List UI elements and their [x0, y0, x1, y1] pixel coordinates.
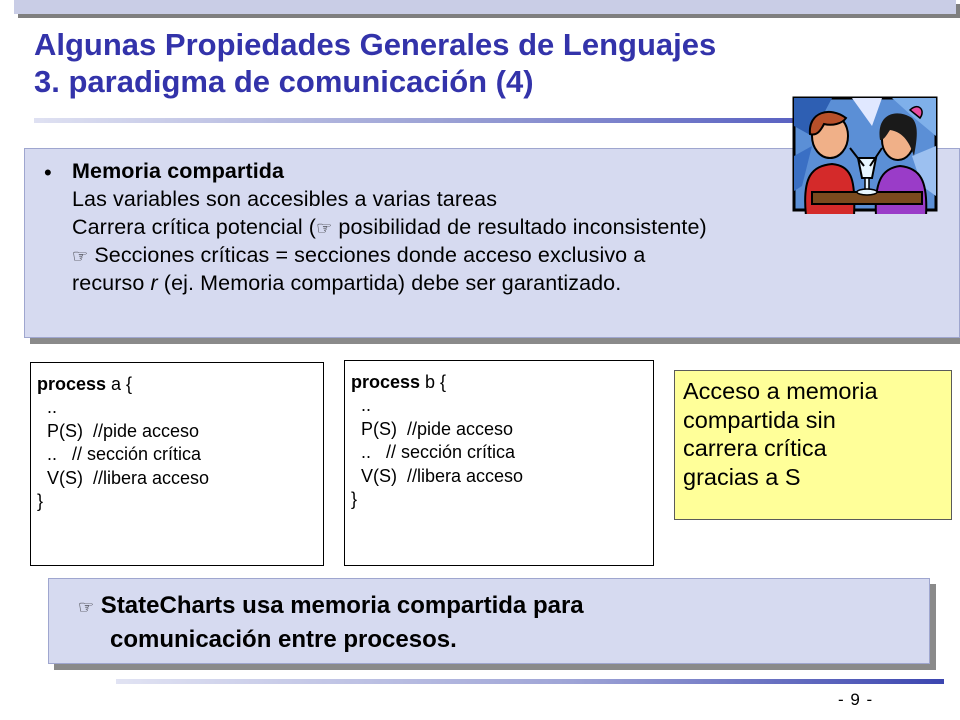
- process-b-code-box: [344, 360, 654, 566]
- page-number: - 9 -: [838, 690, 874, 709]
- top-bar: [14, 0, 956, 14]
- note-line: carrera crítica: [683, 435, 827, 461]
- text-line-5-prefix: recurso: [72, 271, 151, 295]
- bullet: •: [44, 160, 52, 185]
- pointing-hand-icon: ☞: [72, 246, 89, 267]
- code-line: }: [37, 490, 44, 511]
- heading-memoria-compartida: Memoria compartida: [72, 159, 285, 183]
- bottom-box-text: [78, 590, 584, 656]
- text-line-4-text: Secciones críticas = secciones donde acceso exclusivo a: [88, 243, 646, 267]
- text-line-2: Las variables son accesibles a varias tareas: [72, 187, 498, 211]
- text-line-5-italic: r: [150, 271, 158, 295]
- process-b-header: [351, 371, 653, 394]
- note-box: [674, 370, 952, 520]
- code-line: V(S) //libera acceso: [37, 467, 210, 488]
- bottom-line-1: [78, 590, 584, 624]
- text-line-3-prefix: Carrera crítica potencial (: [72, 215, 317, 239]
- bottom-line-2: comunicación entre procesos.: [110, 626, 457, 653]
- text-line-4: [72, 241, 952, 269]
- couple-sharing-drink-illustration: [792, 96, 938, 214]
- slide-title: [34, 26, 794, 100]
- process-b-header-rest: b {: [420, 372, 447, 392]
- bottom-line-1-text: StateCharts usa memoria compartida para: [94, 592, 584, 619]
- process-keyword: process: [37, 374, 107, 394]
- text-line-5-suffix: (ej. Memoria compartida) debe ser garantizado.: [157, 271, 622, 295]
- text-line-3-suffix: posibilidad de resultado inconsistente): [332, 215, 707, 239]
- process-a-header: [37, 373, 323, 396]
- code-line: .. // sección crítica: [351, 442, 516, 463]
- text-line-5: [72, 269, 952, 297]
- text-line-3: [72, 213, 952, 241]
- title-line-1: Algunas Propiedades Generales de Lenguajes: [34, 27, 717, 62]
- note-line: compartida sin: [683, 406, 836, 433]
- title-line-2: 3. paradigma de comunicación (4): [34, 64, 534, 99]
- code-line: V(S) //libera acceso: [351, 465, 524, 486]
- code-line: }: [351, 488, 358, 509]
- note-line: Acceso a memoria: [683, 378, 878, 404]
- footer-line: [116, 679, 944, 684]
- pointing-hand-icon: ☞: [316, 218, 333, 239]
- process-a-header-rest: a {: [106, 374, 133, 394]
- pointing-hand-icon: ☞: [78, 597, 95, 618]
- code-line: P(S) //pide acceso: [37, 420, 200, 441]
- code-line: ..: [37, 397, 58, 418]
- code-line: ..: [351, 395, 372, 416]
- code-line: .. // sección crítica: [37, 444, 202, 465]
- process-keyword: process: [351, 372, 421, 392]
- title-underline: [34, 118, 794, 123]
- code-line: P(S) //pide acceso: [351, 418, 514, 439]
- process-a-code-box: [30, 362, 324, 566]
- note-line: gracias a S: [683, 463, 801, 490]
